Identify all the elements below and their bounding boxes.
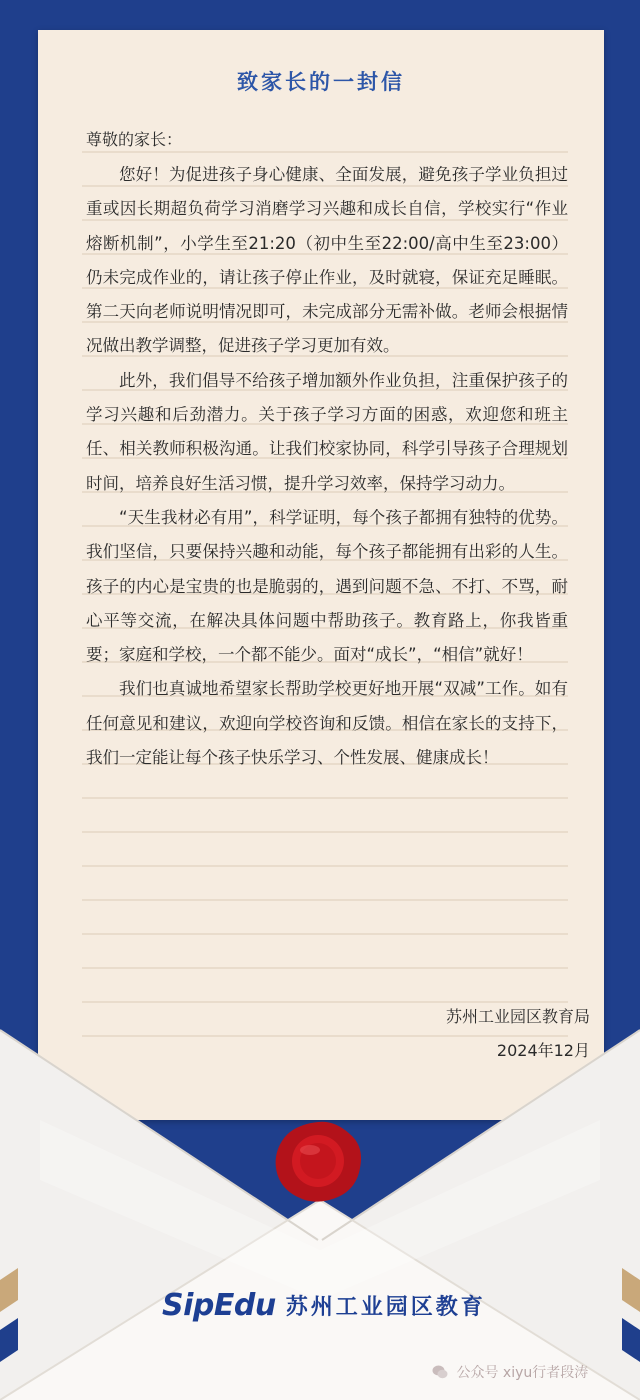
paragraph-4: 我们也真诚地希望家长帮助学校更好地开展“双减”工作。如有任何意见和建议，欢迎向学校咨询和反馈。相信在家长的支持下，我们一定能让每个孩子快乐学习、个性发展、健康成长！ xyxy=(86,679,568,768)
paragraph-3: “天生我材必有用”，科学证明，每个孩子都拥有独特的优势。我们坚信，只要保持兴趣和动能，每个孩子都能拥有出彩的人生。孩子的内心是宝贵的也是脆弱的，遇到问题不急、不打、不骂，耐心平等交流，在解决具体问题中帮助孩子。教育路上，你我皆重要；家庭和学校，一个都不能少。面对“成长”，“相信”就好！ xyxy=(86,507,568,665)
sipedu-logo: SipEdu xyxy=(162,1288,276,1323)
brand-footer xyxy=(162,1288,486,1323)
letter-body xyxy=(86,158,568,775)
signature-org: 苏州工业园区教育局 xyxy=(445,1007,590,1026)
wechat-icon xyxy=(432,1364,448,1380)
watermark xyxy=(432,1362,588,1382)
letter-title: 致家长的一封信 xyxy=(237,69,405,94)
signature-block xyxy=(446,1000,590,1068)
paragraph-1: 您好！为促进孩子身心健康、全面发展，避免孩子学业负担过重或因长期超负荷学习消磨学习兴趣和成长自信，学校实行“作业熔断机制”，小学生至21:20（初中生至22:00/高中生至23:00）仍未完成作业的，请让孩子停止作业，及时就寝，保证充足睡眠。第二天向老师说明情况即可，未完成部分无需补做。老师会根据情况做出教学调整，促进孩子学习更加有效。 xyxy=(86,165,568,356)
watermark-text: 公众号 xiyu行者段涛 xyxy=(456,1365,589,1381)
letter-paper xyxy=(38,30,604,1120)
wax-seal-icon xyxy=(272,1118,364,1204)
paragraph-2: 此外，我们倡导不给孩子增加额外作业负担，注重保护孩子的学习兴趣和后劲潜力。关于孩子学习方面的困惑，欢迎您和班主任、相关教师积极沟通。让我们校家协同，科学引导孩子合理规划时间，培养良好生活习惯，提升学习效率，保持学习动力。 xyxy=(86,370,568,493)
signature-date: 2024年12月 xyxy=(496,1041,590,1060)
salutation: 尊敬的家长： xyxy=(86,130,183,149)
brand-name: 苏州工业园区教育 xyxy=(285,1295,486,1320)
